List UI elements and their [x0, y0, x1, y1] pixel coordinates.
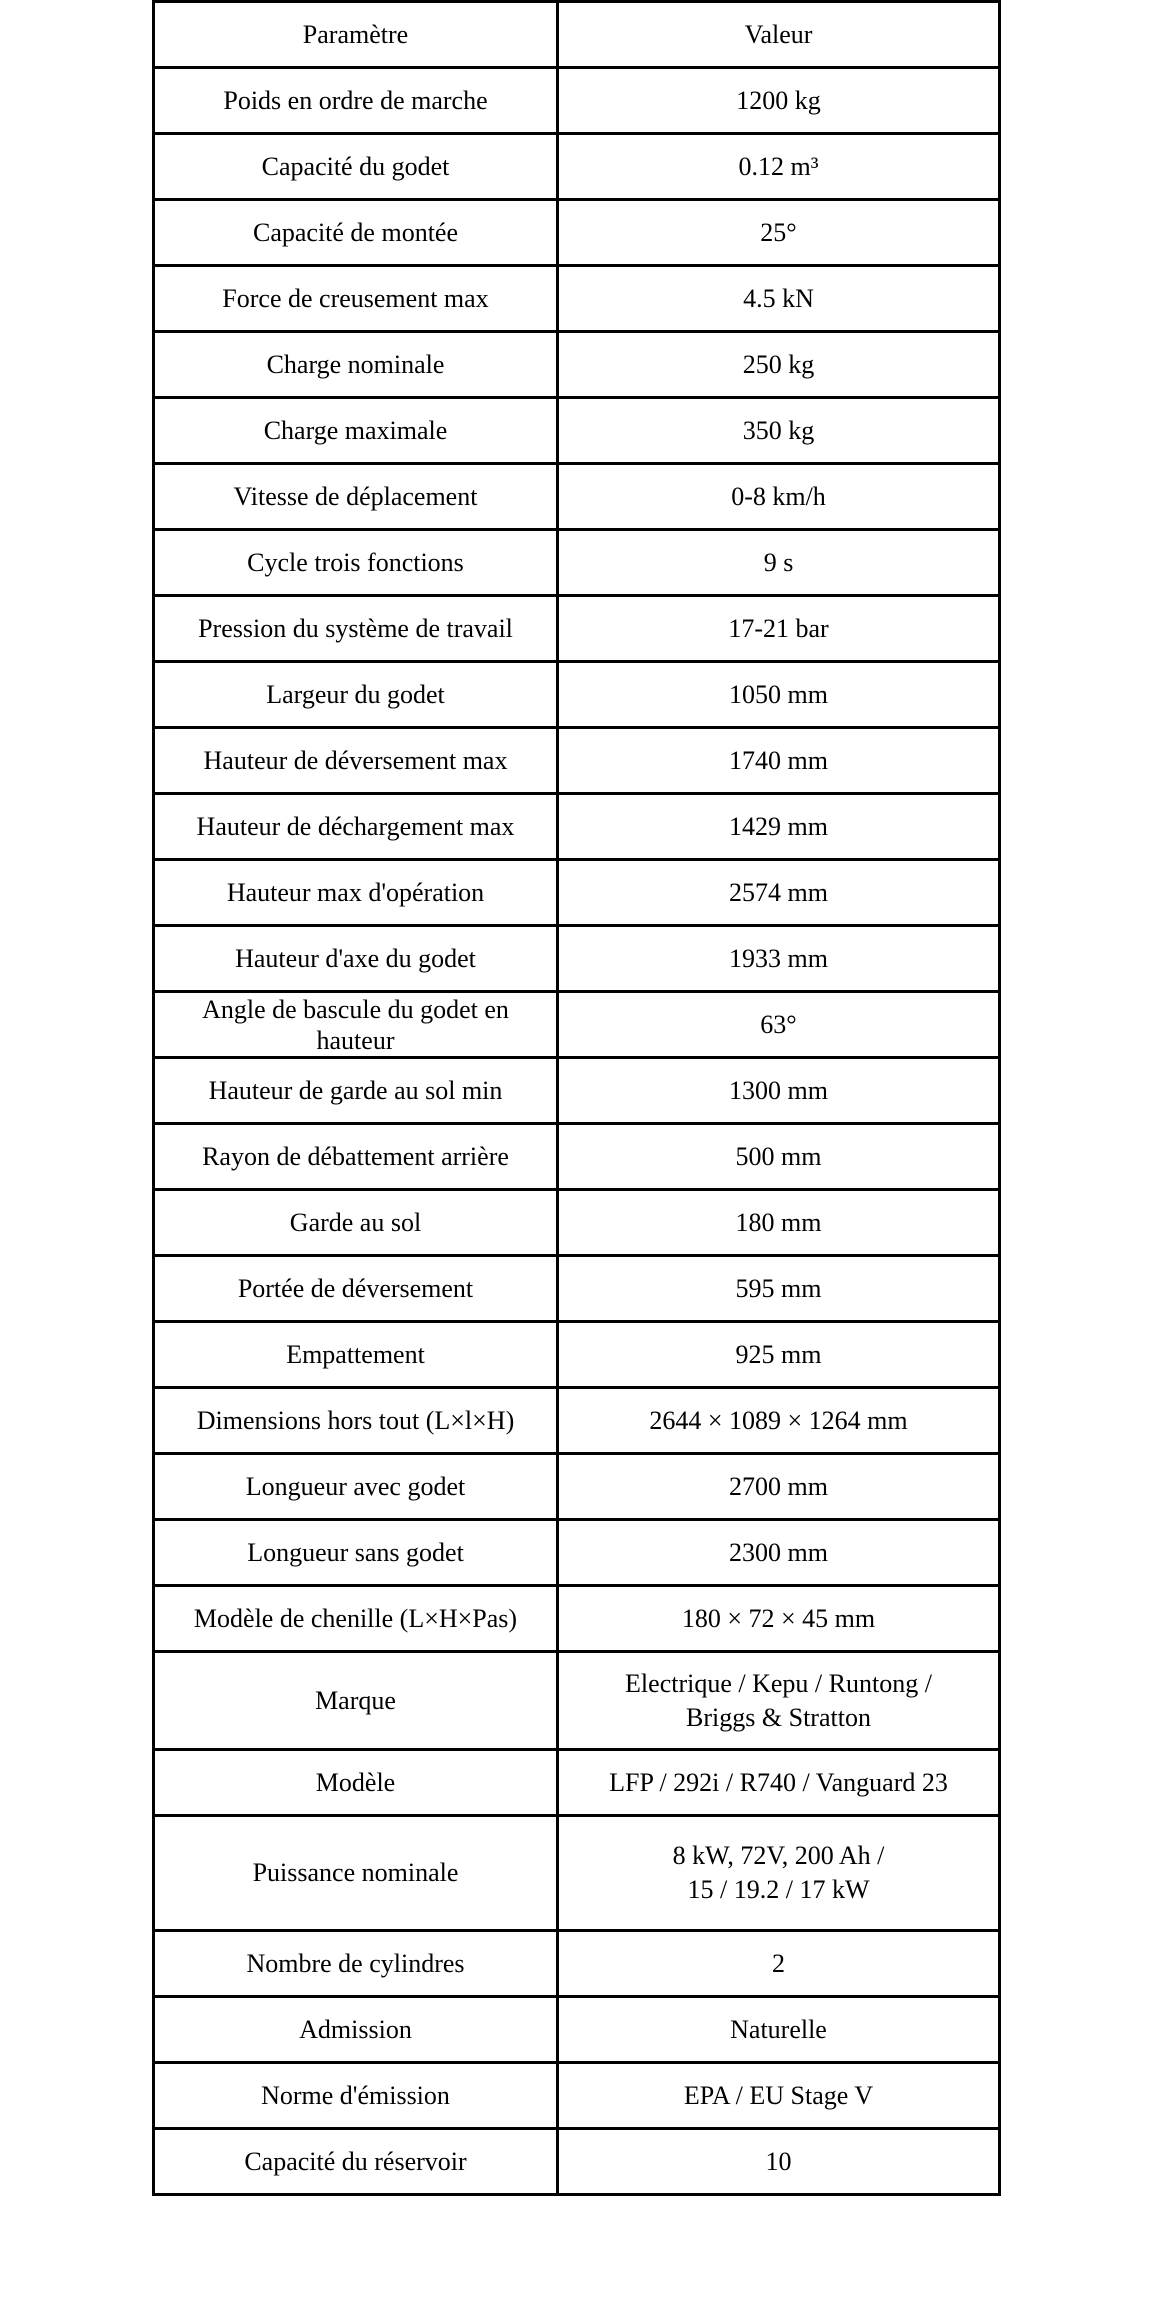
param-cell: Hauteur d'axe du godet — [154, 926, 558, 992]
param-cell: Angle de bascule du godet en hauteur — [154, 992, 558, 1058]
table-row — [154, 1520, 1000, 1586]
param-cell: Force de creusement max — [154, 266, 558, 332]
value-line: 8 kW, 72V, 200 Ah / — [672, 1841, 885, 1870]
param-cell: Hauteur de déversement max — [154, 728, 558, 794]
param-cell: Largeur du godet — [154, 662, 558, 728]
table-row — [154, 794, 1000, 860]
table-row — [154, 1652, 1000, 1750]
table-row — [154, 860, 1000, 926]
table-row — [154, 68, 1000, 134]
table-row — [154, 1816, 1000, 1931]
table-row — [154, 464, 1000, 530]
param-cell: Dimensions hors tout (L×l×H) — [154, 1388, 558, 1454]
param-cell: Nombre de cylindres — [154, 1931, 558, 1997]
param-cell: Empattement — [154, 1322, 558, 1388]
table-row — [154, 662, 1000, 728]
value-cell: 250 kg — [558, 332, 1000, 398]
table-row — [154, 1931, 1000, 1997]
table-row — [154, 398, 1000, 464]
value-cell — [558, 1652, 1000, 1750]
param-cell: Longueur sans godet — [154, 1520, 558, 1586]
param-cell: Charge maximale — [154, 398, 558, 464]
table-row — [154, 2063, 1000, 2129]
value-cell: 180 × 72 × 45 mm — [558, 1586, 1000, 1652]
value-cell: 25° — [558, 200, 1000, 266]
param-cell: Norme d'émission — [154, 2063, 558, 2129]
param-cell: Portée de déversement — [154, 1256, 558, 1322]
value-cell: Naturelle — [558, 1997, 1000, 2063]
value-line: Electrique / Kepu / Runtong / — [625, 1668, 932, 1698]
value-cell: 4.5 kN — [558, 266, 1000, 332]
param-cell: Poids en ordre de marche — [154, 68, 558, 134]
value-cell: 1740 mm — [558, 728, 1000, 794]
value-cell: 595 mm — [558, 1256, 1000, 1322]
param-cell: Pression du système de travail — [154, 596, 558, 662]
table-row — [154, 596, 1000, 662]
header-value: Valeur — [558, 2, 1000, 68]
param-cell: Cycle trois fonctions — [154, 530, 558, 596]
value-cell: 350 kg — [558, 398, 1000, 464]
table-row — [154, 530, 1000, 596]
table-row — [154, 1586, 1000, 1652]
value-line: Briggs & Stratton — [686, 1702, 871, 1732]
param-cell: Rayon de débattement arrière — [154, 1124, 558, 1190]
value-cell — [558, 1816, 1000, 1931]
param-cell: Hauteur de déchargement max — [154, 794, 558, 860]
table-row — [154, 1997, 1000, 2063]
table-row — [154, 1322, 1000, 1388]
param-cell: Marque — [154, 1652, 558, 1750]
table-row — [154, 728, 1000, 794]
value-cell: 0-8 km/h — [558, 464, 1000, 530]
value-cell: 1050 mm — [558, 662, 1000, 728]
value-cell: 1300 mm — [558, 1058, 1000, 1124]
header-param: Paramètre — [154, 2, 558, 68]
table-row — [154, 1256, 1000, 1322]
spec-table — [152, 0, 1001, 2196]
table-row — [154, 992, 1000, 1058]
table-row — [154, 200, 1000, 266]
param-cell: Vitesse de déplacement — [154, 464, 558, 530]
value-cell: LFP / 292i / R740 / Vanguard 23 — [558, 1750, 1000, 1816]
table-row — [154, 1190, 1000, 1256]
value-cell: 9 s — [558, 530, 1000, 596]
table-row — [154, 1124, 1000, 1190]
param-cell: Longueur avec godet — [154, 1454, 558, 1520]
table-row — [154, 332, 1000, 398]
param-cell: Garde au sol — [154, 1190, 558, 1256]
value-cell: 1429 mm — [558, 794, 1000, 860]
param-cell: Modèle — [154, 1750, 558, 1816]
table-row — [154, 134, 1000, 200]
param-cell: Capacité du réservoir — [154, 2129, 558, 2195]
value-line: 15 / 19.2 / 17 kW — [687, 1875, 870, 1904]
param-cell: Capacité de montée — [154, 200, 558, 266]
param-cell: Admission — [154, 1997, 558, 2063]
value-cell: 500 mm — [558, 1124, 1000, 1190]
value-cell: 1933 mm — [558, 926, 1000, 992]
value-cell: 2300 mm — [558, 1520, 1000, 1586]
table-row — [154, 1058, 1000, 1124]
value-cell: 2574 mm — [558, 860, 1000, 926]
value-cell: 17-21 bar — [558, 596, 1000, 662]
param-cell: Hauteur de garde au sol min — [154, 1058, 558, 1124]
value-cell: 1200 kg — [558, 68, 1000, 134]
value-cell: EPA / EU Stage V — [558, 2063, 1000, 2129]
value-cell: 0.12 m³ — [558, 134, 1000, 200]
value-cell: 180 mm — [558, 1190, 1000, 1256]
param-cell: Modèle de chenille (L×H×Pas) — [154, 1586, 558, 1652]
param-cell: Capacité du godet — [154, 134, 558, 200]
table-row — [154, 926, 1000, 992]
param-cell: Hauteur max d'opération — [154, 860, 558, 926]
param-cell: Puissance nominale — [154, 1816, 558, 1931]
value-cell: 10 — [558, 2129, 1000, 2195]
table-row — [154, 1388, 1000, 1454]
table-row — [154, 1750, 1000, 1816]
table-row — [154, 266, 1000, 332]
table-row — [154, 2129, 1000, 2195]
param-cell: Charge nominale — [154, 332, 558, 398]
value-cell: 63° — [558, 992, 1000, 1058]
table-header-row — [154, 2, 1000, 68]
table-row — [154, 1454, 1000, 1520]
value-cell: 925 mm — [558, 1322, 1000, 1388]
value-cell: 2700 mm — [558, 1454, 1000, 1520]
value-cell: 2644 × 1089 × 1264 mm — [558, 1388, 1000, 1454]
value-cell: 2 — [558, 1931, 1000, 1997]
